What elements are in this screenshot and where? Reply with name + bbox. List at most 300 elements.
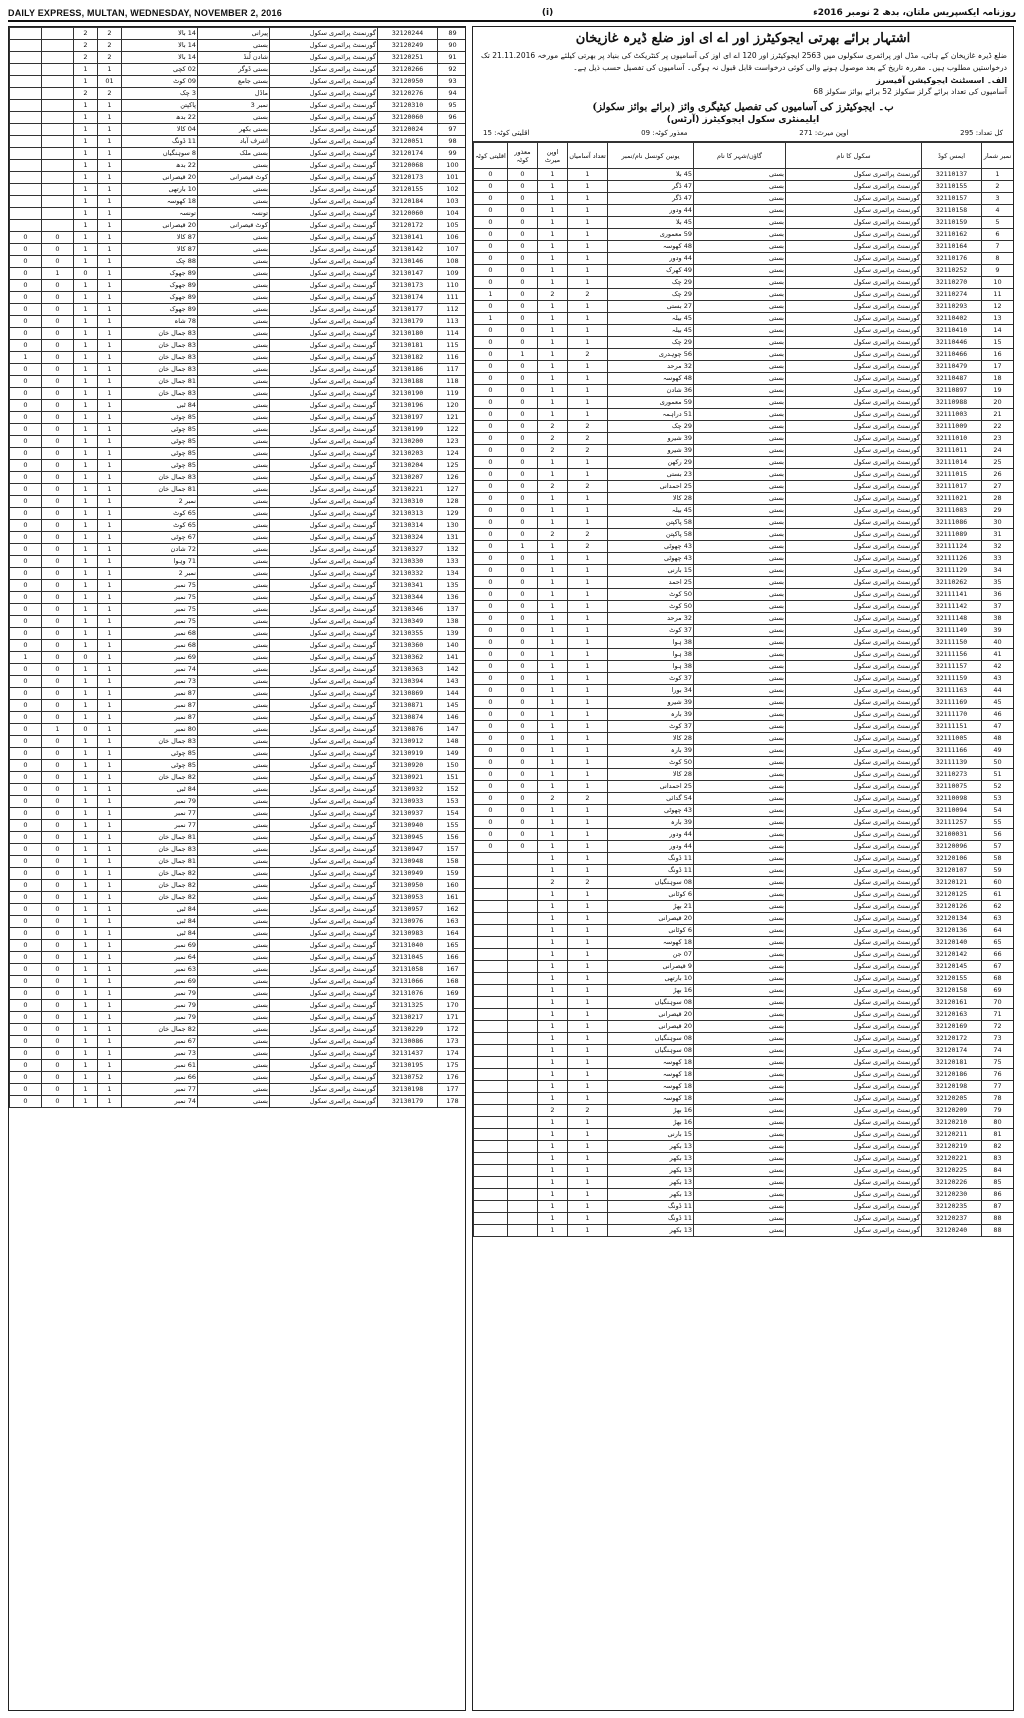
- emis-code: 32120221: [922, 1153, 982, 1165]
- serial-no: 72: [982, 1021, 1014, 1033]
- emis-code: 32110157: [922, 193, 982, 205]
- posts: 1: [98, 1036, 122, 1048]
- posts: 1: [98, 472, 122, 484]
- posts: 1: [568, 733, 608, 745]
- minority-quota: 0: [10, 904, 42, 916]
- serial-no: 80: [982, 1117, 1014, 1129]
- minority-quota: 0: [10, 676, 42, 688]
- union-council: 69 نمبر: [122, 976, 198, 988]
- serial-no: 42: [982, 661, 1014, 673]
- village: بستی: [694, 457, 786, 469]
- school-name: گورنمنٹ پرائمری سکول: [786, 589, 922, 601]
- union-council: 29 چک: [608, 421, 694, 433]
- village: کوٹ قیصرانی: [198, 220, 270, 232]
- disabled-quota: 1: [508, 349, 538, 361]
- union-council: 32 مرحد: [608, 361, 694, 373]
- posts: 1: [98, 268, 122, 280]
- minority-quota: 0: [474, 361, 508, 373]
- posts: 1: [98, 940, 122, 952]
- minority-quota: 0: [474, 541, 508, 553]
- posts: 1: [568, 325, 608, 337]
- union-council: 28 کالا: [608, 493, 694, 505]
- village: بستی: [198, 508, 270, 520]
- posts: 1: [568, 673, 608, 685]
- union-council: 39 شیرو: [608, 697, 694, 709]
- header-serial: نمبر شمار: [982, 143, 1014, 169]
- table-row: [474, 553, 1014, 565]
- union-council: 89 جھوک: [122, 280, 198, 292]
- serial-no: 177: [438, 1084, 467, 1096]
- open-merit: 1: [538, 865, 568, 877]
- posts: 1: [98, 820, 122, 832]
- emis-code: 32120186: [922, 1069, 982, 1081]
- minority-quota: 0: [10, 712, 42, 724]
- union-council: 28 کالا: [608, 769, 694, 781]
- disabled-quota: 0: [42, 508, 74, 520]
- posts: 1: [98, 508, 122, 520]
- school-name: گورنمنٹ پرائمری سکول: [270, 520, 378, 532]
- school-name: گورنمنٹ پرائمری سکول: [270, 820, 378, 832]
- right-table-header: [474, 143, 1014, 169]
- minority-quota: 0: [10, 340, 42, 352]
- emis-code: 32111151: [922, 721, 982, 733]
- school-name: گورنمنٹ پرائمری سکول: [786, 445, 922, 457]
- school-name: گورنمنٹ پرائمری سکول: [786, 277, 922, 289]
- posts: 1: [568, 853, 608, 865]
- posts: 1: [568, 1153, 608, 1165]
- union-council: 37 کوٹ: [608, 673, 694, 685]
- table-row: [474, 781, 1014, 793]
- minority-quota: 0: [10, 988, 42, 1000]
- open-merit: 2: [74, 28, 98, 40]
- table-row: [10, 568, 467, 580]
- posts: 1: [98, 412, 122, 424]
- union-council: 48 کھوسہ: [608, 241, 694, 253]
- open-merit: 1: [74, 340, 98, 352]
- disabled-quota: [508, 1201, 538, 1213]
- open-merit: 1: [538, 589, 568, 601]
- emis-code: 32130932: [378, 784, 438, 796]
- minority-quota: 0: [10, 364, 42, 376]
- table-row: [474, 433, 1014, 445]
- school-name: گورنمنٹ پرائمری سکول: [270, 784, 378, 796]
- emis-code: 32130937: [378, 808, 438, 820]
- table-row: [10, 100, 467, 112]
- school-name: گورنمنٹ پرائمری سکول: [270, 940, 378, 952]
- disabled-quota: 0: [508, 361, 538, 373]
- disabled-quota: [508, 1117, 538, 1129]
- posts: 1: [98, 208, 122, 220]
- village: بستی: [198, 424, 270, 436]
- open-merit: 1: [538, 1069, 568, 1081]
- table-row: [474, 265, 1014, 277]
- serial-no: 52: [982, 781, 1014, 793]
- disabled-quota: 0: [508, 781, 538, 793]
- open-merit: 1: [74, 328, 98, 340]
- village: بستی: [694, 1201, 786, 1213]
- table-row: [10, 736, 467, 748]
- school-name: گورنمنٹ پرائمری سکول: [270, 724, 378, 736]
- open-merit: 1: [538, 1093, 568, 1105]
- minority-quota: 0: [474, 517, 508, 529]
- union-council: 13 بکھر: [608, 1177, 694, 1189]
- table-row: [474, 253, 1014, 265]
- union-council: 67 نمبر: [122, 1036, 198, 1048]
- disabled-quota: [508, 853, 538, 865]
- school-name: گورنمنٹ پرائمری سکول: [270, 436, 378, 448]
- school-name: گورنمنٹ پرائمری سکول: [270, 76, 378, 88]
- minority-quota: [474, 1177, 508, 1189]
- union-council: 85 چوٹی: [122, 760, 198, 772]
- disabled-quota: 0: [42, 988, 74, 1000]
- open-merit: 2: [538, 481, 568, 493]
- school-name: گورنمنٹ پرائمری سکول: [786, 613, 922, 625]
- emis-code: 32130346: [378, 604, 438, 616]
- school-name: گورنمنٹ پرائمری سکول: [270, 952, 378, 964]
- minority-quota: [474, 1165, 508, 1177]
- disabled-quota: 0: [508, 313, 538, 325]
- posts: 1: [98, 484, 122, 496]
- school-name: گورنمنٹ پرائمری سکول: [786, 241, 922, 253]
- school-name: گورنمنٹ پرائمری سکول: [270, 760, 378, 772]
- posts: 1: [98, 964, 122, 976]
- disabled-quota: 0: [508, 733, 538, 745]
- emis-code: 32100031: [922, 829, 982, 841]
- table-row: [10, 124, 467, 136]
- table-row: [474, 865, 1014, 877]
- union-council: 11 ڈونگ: [608, 865, 694, 877]
- union-council: 75 نمبر: [122, 616, 198, 628]
- table-row: [10, 376, 467, 388]
- school-name: گورنمنٹ پرائمری سکول: [786, 397, 922, 409]
- emis-code: 32111021: [922, 493, 982, 505]
- minority-quota: 1: [474, 313, 508, 325]
- table-row: [10, 1036, 467, 1048]
- school-name: گورنمنٹ پرائمری سکول: [270, 496, 378, 508]
- emis-code: 32111166: [922, 745, 982, 757]
- serial-no: 140: [438, 640, 467, 652]
- union-council: 66 نمبر: [122, 1072, 198, 1084]
- posts: 1: [568, 649, 608, 661]
- emis-code: 32130341: [378, 580, 438, 592]
- village: بستی: [198, 868, 270, 880]
- posts: 1: [98, 856, 122, 868]
- minority-quota: 0: [474, 829, 508, 841]
- union-council: 64 نمبر: [122, 952, 198, 964]
- village: بستی: [198, 364, 270, 376]
- disabled-quota: 0: [508, 301, 538, 313]
- village: بستی: [198, 748, 270, 760]
- disabled-quota: [508, 877, 538, 889]
- union-council: 10 بارتھی: [608, 973, 694, 985]
- open-merit: 0: [74, 268, 98, 280]
- serial-no: 116: [438, 352, 467, 364]
- minority-quota: 0: [10, 496, 42, 508]
- village: بستی: [694, 1093, 786, 1105]
- disabled-quota: [508, 865, 538, 877]
- serial-no: 148: [438, 736, 467, 748]
- table-row: [10, 544, 467, 556]
- village: بستی: [198, 652, 270, 664]
- school-name: گورنمنٹ پرائمری سکول: [786, 361, 922, 373]
- union-council: 65 کوٹ: [122, 520, 198, 532]
- minority-quota: 0: [474, 325, 508, 337]
- posts: 1: [98, 892, 122, 904]
- posts: 1: [568, 721, 608, 733]
- disabled-quota: 0: [42, 388, 74, 400]
- emis-code: 32111159: [922, 673, 982, 685]
- serial-no: 91: [438, 52, 467, 64]
- posts: 1: [98, 496, 122, 508]
- union-council: 13 بکھر: [608, 1153, 694, 1165]
- disabled-quota: 1: [42, 724, 74, 736]
- school-name: گورنمنٹ پرائمری سکول: [270, 448, 378, 460]
- minority-quota: 0: [10, 304, 42, 316]
- union-council: 08 سوہنگیاں: [608, 997, 694, 1009]
- union-council: 83 جمال خان: [122, 340, 198, 352]
- minority-quota: 0: [474, 673, 508, 685]
- posts: 1: [98, 316, 122, 328]
- emis-code: 32130355: [378, 628, 438, 640]
- posts: 1: [98, 592, 122, 604]
- school-name: گورنمنٹ پرائمری سکول: [270, 424, 378, 436]
- posts: 1: [98, 64, 122, 76]
- village: بستی: [694, 709, 786, 721]
- posts: 1: [568, 1165, 608, 1177]
- disabled-quota: 0: [42, 376, 74, 388]
- table-row: [10, 1000, 467, 1012]
- posts: 1: [568, 925, 608, 937]
- union-council: 20 قیصرانی: [122, 172, 198, 184]
- school-name: گورنمنٹ پرائمری سکول: [270, 472, 378, 484]
- disabled-quota: [508, 889, 538, 901]
- disabled-quota: 0: [42, 316, 74, 328]
- minority-quota: 0: [474, 769, 508, 781]
- table-row: [10, 712, 467, 724]
- table-row: [474, 673, 1014, 685]
- open-merit: 1: [538, 385, 568, 397]
- serial-no: 104: [438, 208, 467, 220]
- village: بستی: [694, 889, 786, 901]
- table-row: [474, 229, 1014, 241]
- posts: 1: [98, 580, 122, 592]
- village: بستی: [694, 673, 786, 685]
- open-merit: 1: [74, 808, 98, 820]
- serial-no: 118: [438, 376, 467, 388]
- emis-code: 32130221: [378, 484, 438, 496]
- emis-code: 32130229: [378, 1024, 438, 1036]
- open-merit: 1: [74, 196, 98, 208]
- posts: 1: [568, 373, 608, 385]
- serial-no: 165: [438, 940, 467, 952]
- posts: 01: [98, 76, 122, 88]
- table-row: [10, 436, 467, 448]
- serial-no: 17: [982, 361, 1014, 373]
- serial-no: 143: [438, 676, 467, 688]
- village: بستی: [694, 361, 786, 373]
- open-merit: 1: [74, 988, 98, 1000]
- disabled-quota: 0: [42, 244, 74, 256]
- minority-quota: [474, 1057, 508, 1069]
- open-merit: 1: [74, 688, 98, 700]
- school-name: گورنمنٹ پرائمری سکول: [786, 337, 922, 349]
- minority-quota: 0: [10, 880, 42, 892]
- village: اشرف آباد: [198, 136, 270, 148]
- minority-quota: 0: [10, 280, 42, 292]
- union-council: 74 نمبر: [122, 1096, 198, 1108]
- table-row: [10, 808, 467, 820]
- school-name: گورنمنٹ پرائمری سکول: [270, 712, 378, 724]
- school-name: گورنمنٹ پرائمری سکول: [786, 325, 922, 337]
- serial-no: 12: [982, 301, 1014, 313]
- school-name: گورنمنٹ پرائمری سکول: [786, 1165, 922, 1177]
- minority-quota: 0: [10, 832, 42, 844]
- emis-code: 32130940: [378, 820, 438, 832]
- emis-code: 32120140: [922, 937, 982, 949]
- table-row: [474, 1021, 1014, 1033]
- open-merit: 2: [538, 877, 568, 889]
- village: بستی: [198, 592, 270, 604]
- union-council: 78 شاہ: [122, 316, 198, 328]
- table-row: [474, 1177, 1014, 1189]
- emis-code: 32130912: [378, 736, 438, 748]
- posts: 1: [98, 568, 122, 580]
- posts: 1: [98, 364, 122, 376]
- disabled-quota: 0: [508, 217, 538, 229]
- serial-no: 161: [438, 892, 467, 904]
- union-council: 84 ٹبی: [122, 916, 198, 928]
- posts: 1: [568, 265, 608, 277]
- school-name: گورنمنٹ پرائمری سکول: [270, 976, 378, 988]
- emis-code: 32120211: [922, 1129, 982, 1141]
- open-merit: 1: [538, 757, 568, 769]
- open-merit: 1: [538, 1033, 568, 1045]
- open-merit: 1: [74, 604, 98, 616]
- open-merit: 1: [74, 940, 98, 952]
- village: بستی: [694, 757, 786, 769]
- minority-quota: [474, 1225, 508, 1237]
- open-merit: 1: [538, 625, 568, 637]
- posts: 1: [568, 1057, 608, 1069]
- minority-quota: 0: [474, 613, 508, 625]
- union-council: 87 کالا: [122, 232, 198, 244]
- posts: 1: [568, 553, 608, 565]
- school-name: گورنمنٹ پرائمری سکول: [270, 868, 378, 880]
- village: بستی: [198, 640, 270, 652]
- village: بستی: [198, 328, 270, 340]
- posts: 1: [98, 904, 122, 916]
- posts: 1: [568, 1009, 608, 1021]
- posts: 1: [568, 505, 608, 517]
- table-row: [474, 793, 1014, 805]
- open-merit: 1: [74, 844, 98, 856]
- ad-post-count: آسامیوں کی تعداد برائے گرلز سکولز 52 برائے بوائز سکولز 68: [813, 87, 1007, 96]
- serial-no: 34: [982, 565, 1014, 577]
- minority-quota: 0: [474, 757, 508, 769]
- serial-no: 30: [982, 517, 1014, 529]
- village: بستی ڈوگر: [198, 64, 270, 76]
- disabled-quota: [42, 64, 74, 76]
- serial-no: 59: [982, 865, 1014, 877]
- emis-code: 32120155: [922, 973, 982, 985]
- minority-quota: 0: [474, 781, 508, 793]
- minority-quota: 0: [474, 181, 508, 193]
- serial-no: 50: [982, 757, 1014, 769]
- minority-quota: [474, 865, 508, 877]
- posts: 1: [568, 1117, 608, 1129]
- posts: 1: [98, 100, 122, 112]
- posts: 1: [98, 796, 122, 808]
- union-council: 59 معموری: [608, 397, 694, 409]
- serial-no: 173: [438, 1036, 467, 1048]
- emis-code: 32120155: [378, 184, 438, 196]
- union-council: 45 بلا: [608, 217, 694, 229]
- village: بستی: [198, 268, 270, 280]
- ad-section-title: ب۔ ایجوکیٹرز کی آسامیوں کی تفصیل کیٹیگری وائز (برائے بوائز سکولز): [592, 102, 894, 113]
- emis-code: 32110164: [922, 241, 982, 253]
- village: بستی: [694, 901, 786, 913]
- open-merit: 1: [74, 1084, 98, 1096]
- minority-quota: [10, 52, 42, 64]
- union-council: 29 چک: [608, 289, 694, 301]
- disabled-quota: 0: [508, 289, 538, 301]
- table-row: [10, 1084, 467, 1096]
- union-council: 83 جمال خان: [122, 736, 198, 748]
- disabled-quota: 0: [42, 916, 74, 928]
- village: بستی: [198, 616, 270, 628]
- village: بستی: [198, 772, 270, 784]
- open-merit: 1: [538, 1153, 568, 1165]
- village: بستی: [694, 337, 786, 349]
- village: بستی: [198, 796, 270, 808]
- village: بستی: [694, 997, 786, 1009]
- serial-no: 82: [982, 1141, 1014, 1153]
- minority-quota: 0: [10, 820, 42, 832]
- posts: 2: [568, 877, 608, 889]
- disabled-quota: 0: [42, 1084, 74, 1096]
- disabled-quota: 0: [42, 616, 74, 628]
- posts: 1: [98, 736, 122, 748]
- posts: 1: [98, 436, 122, 448]
- emis-code: 32130957: [378, 904, 438, 916]
- disabled-quota: 0: [42, 280, 74, 292]
- posts: 1: [568, 961, 608, 973]
- disabled-quota: 0: [508, 481, 538, 493]
- serial-no: 22: [982, 421, 1014, 433]
- minority-quota: 0: [10, 1048, 42, 1060]
- serial-no: 54: [982, 805, 1014, 817]
- school-name: گورنمنٹ پرائمری سکول: [786, 193, 922, 205]
- school-name: گورنمنٹ پرائمری سکول: [270, 964, 378, 976]
- minority-quota: [10, 220, 42, 232]
- emis-code: 32111141: [922, 589, 982, 601]
- minority-quota: [10, 172, 42, 184]
- union-council: 14 بالا: [122, 28, 198, 40]
- village: بستی: [694, 985, 786, 997]
- posts: 1: [98, 628, 122, 640]
- minority-quota: [474, 925, 508, 937]
- open-merit: 1: [538, 1189, 568, 1201]
- table-row: [10, 1048, 467, 1060]
- emis-code: 32110479: [922, 361, 982, 373]
- disabled-quota: 0: [508, 409, 538, 421]
- open-merit: 1: [538, 301, 568, 313]
- serial-no: 88: [982, 1225, 1014, 1237]
- posts: 1: [98, 460, 122, 472]
- emis-code: 32120210: [922, 1117, 982, 1129]
- disabled-quota: [508, 1153, 538, 1165]
- village: بستی: [694, 1009, 786, 1021]
